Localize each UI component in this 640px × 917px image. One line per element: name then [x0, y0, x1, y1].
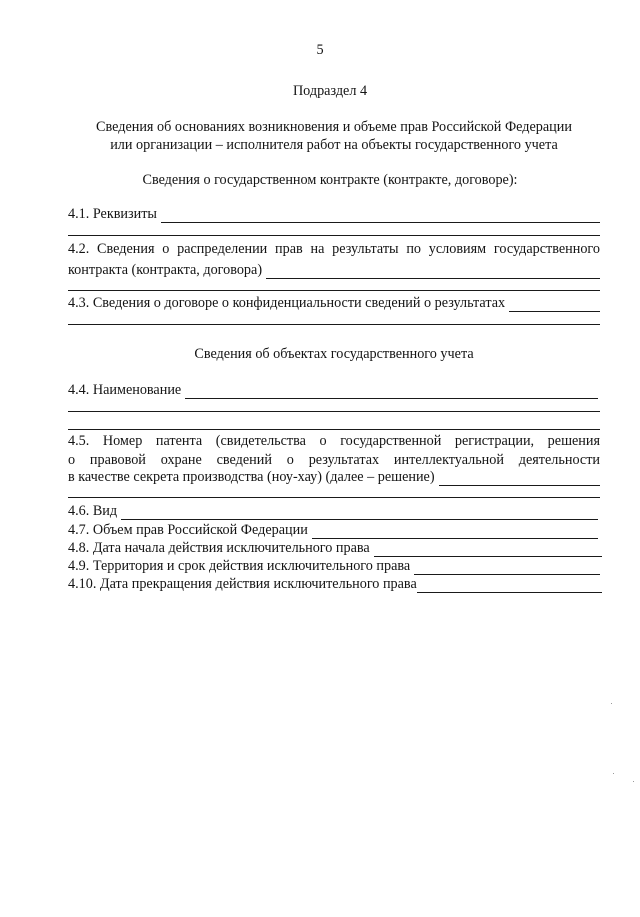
- field-4-2-label-line-2: контракта (контракта, договора): [68, 262, 263, 278]
- field-4-1-requisites: [68, 205, 600, 223]
- field-4-9-blank[interactable]: [414, 561, 600, 575]
- section-heading-line-1: Сведения об основаниях возникновения и объеме прав Российской Федерации: [96, 119, 572, 135]
- field-4-9-label: 4.9. Территория и срок действия исключительного права: [68, 558, 411, 574]
- field-4-5-patent-number: [68, 468, 600, 486]
- field-4-5-blank[interactable]: [439, 472, 600, 486]
- scan-speck: [633, 781, 634, 782]
- subsection-title: Подраздел 4: [292, 83, 368, 99]
- field-4-5-label-line-1: 4.5. Номер патента (свидетельства о государственной регистрации, решения: [68, 433, 600, 449]
- field-4-6-type: [68, 502, 598, 520]
- page-number: 5: [316, 42, 324, 58]
- field-4-8-blank[interactable]: [374, 543, 602, 557]
- field-4-2-extra-line[interactable]: [68, 290, 600, 291]
- field-4-5-label-line-2: о правовой охране сведений о результатах интеллектуальной деятельности: [68, 452, 600, 468]
- scan-speck: [613, 773, 614, 774]
- field-4-8-start-date: [68, 539, 602, 557]
- contract-heading: Сведения о государственном контракте (контракте, договоре):: [142, 172, 518, 188]
- field-4-1-label: 4.1. Реквизиты: [68, 206, 157, 222]
- field-4-10-label: 4.10. Дата прекращения действия исключительного права: [68, 576, 417, 592]
- field-4-7-blank[interactable]: [312, 525, 598, 539]
- field-4-5-label-line-3: в качестве секрета производства (ноу-хау) (далее – решение): [68, 469, 435, 485]
- field-4-1-extra-line[interactable]: [68, 235, 600, 236]
- field-4-3-blank[interactable]: [509, 298, 600, 312]
- objects-heading: Сведения об объектах государственного учета: [194, 346, 474, 362]
- field-4-10-blank[interactable]: [417, 579, 602, 593]
- field-4-5-extra-line-1[interactable]: [68, 497, 600, 498]
- field-4-2-blank[interactable]: [266, 265, 600, 279]
- field-4-3-extra-line[interactable]: [68, 324, 600, 325]
- field-4-4-blank[interactable]: [185, 385, 598, 399]
- field-4-4-label: 4.4. Наименование: [68, 382, 182, 398]
- field-4-4-extra-line-2[interactable]: [68, 429, 600, 430]
- field-4-10-end-date: [68, 575, 602, 593]
- scan-speck: [611, 703, 612, 704]
- field-4-3-label: 4.3. Сведения о договоре о конфиденциальности сведений о результатах: [68, 295, 506, 311]
- field-4-2-rights-distribution: [68, 261, 600, 279]
- field-4-3-confidentiality: [68, 294, 600, 312]
- field-4-2-label-line-1: 4.2. Сведения о распределении прав на результаты по условиям государственного: [68, 241, 600, 257]
- field-4-6-label: 4.6. Вид: [68, 503, 118, 519]
- field-4-7-rights-volume: [68, 521, 598, 539]
- field-4-7-label: 4.7. Объем прав Российской Федерации: [68, 522, 308, 538]
- section-heading-line-2: или организации – исполнителя работ на объекты государственного учета: [110, 137, 558, 153]
- field-4-8-label: 4.8. Дата начала действия исключительного права: [68, 540, 370, 556]
- field-4-4-name: [68, 381, 598, 399]
- field-4-4-extra-line-1[interactable]: [68, 411, 600, 412]
- field-4-1-blank[interactable]: [161, 209, 600, 223]
- field-4-9-territory-term: [68, 557, 600, 575]
- field-4-6-blank[interactable]: [121, 506, 598, 520]
